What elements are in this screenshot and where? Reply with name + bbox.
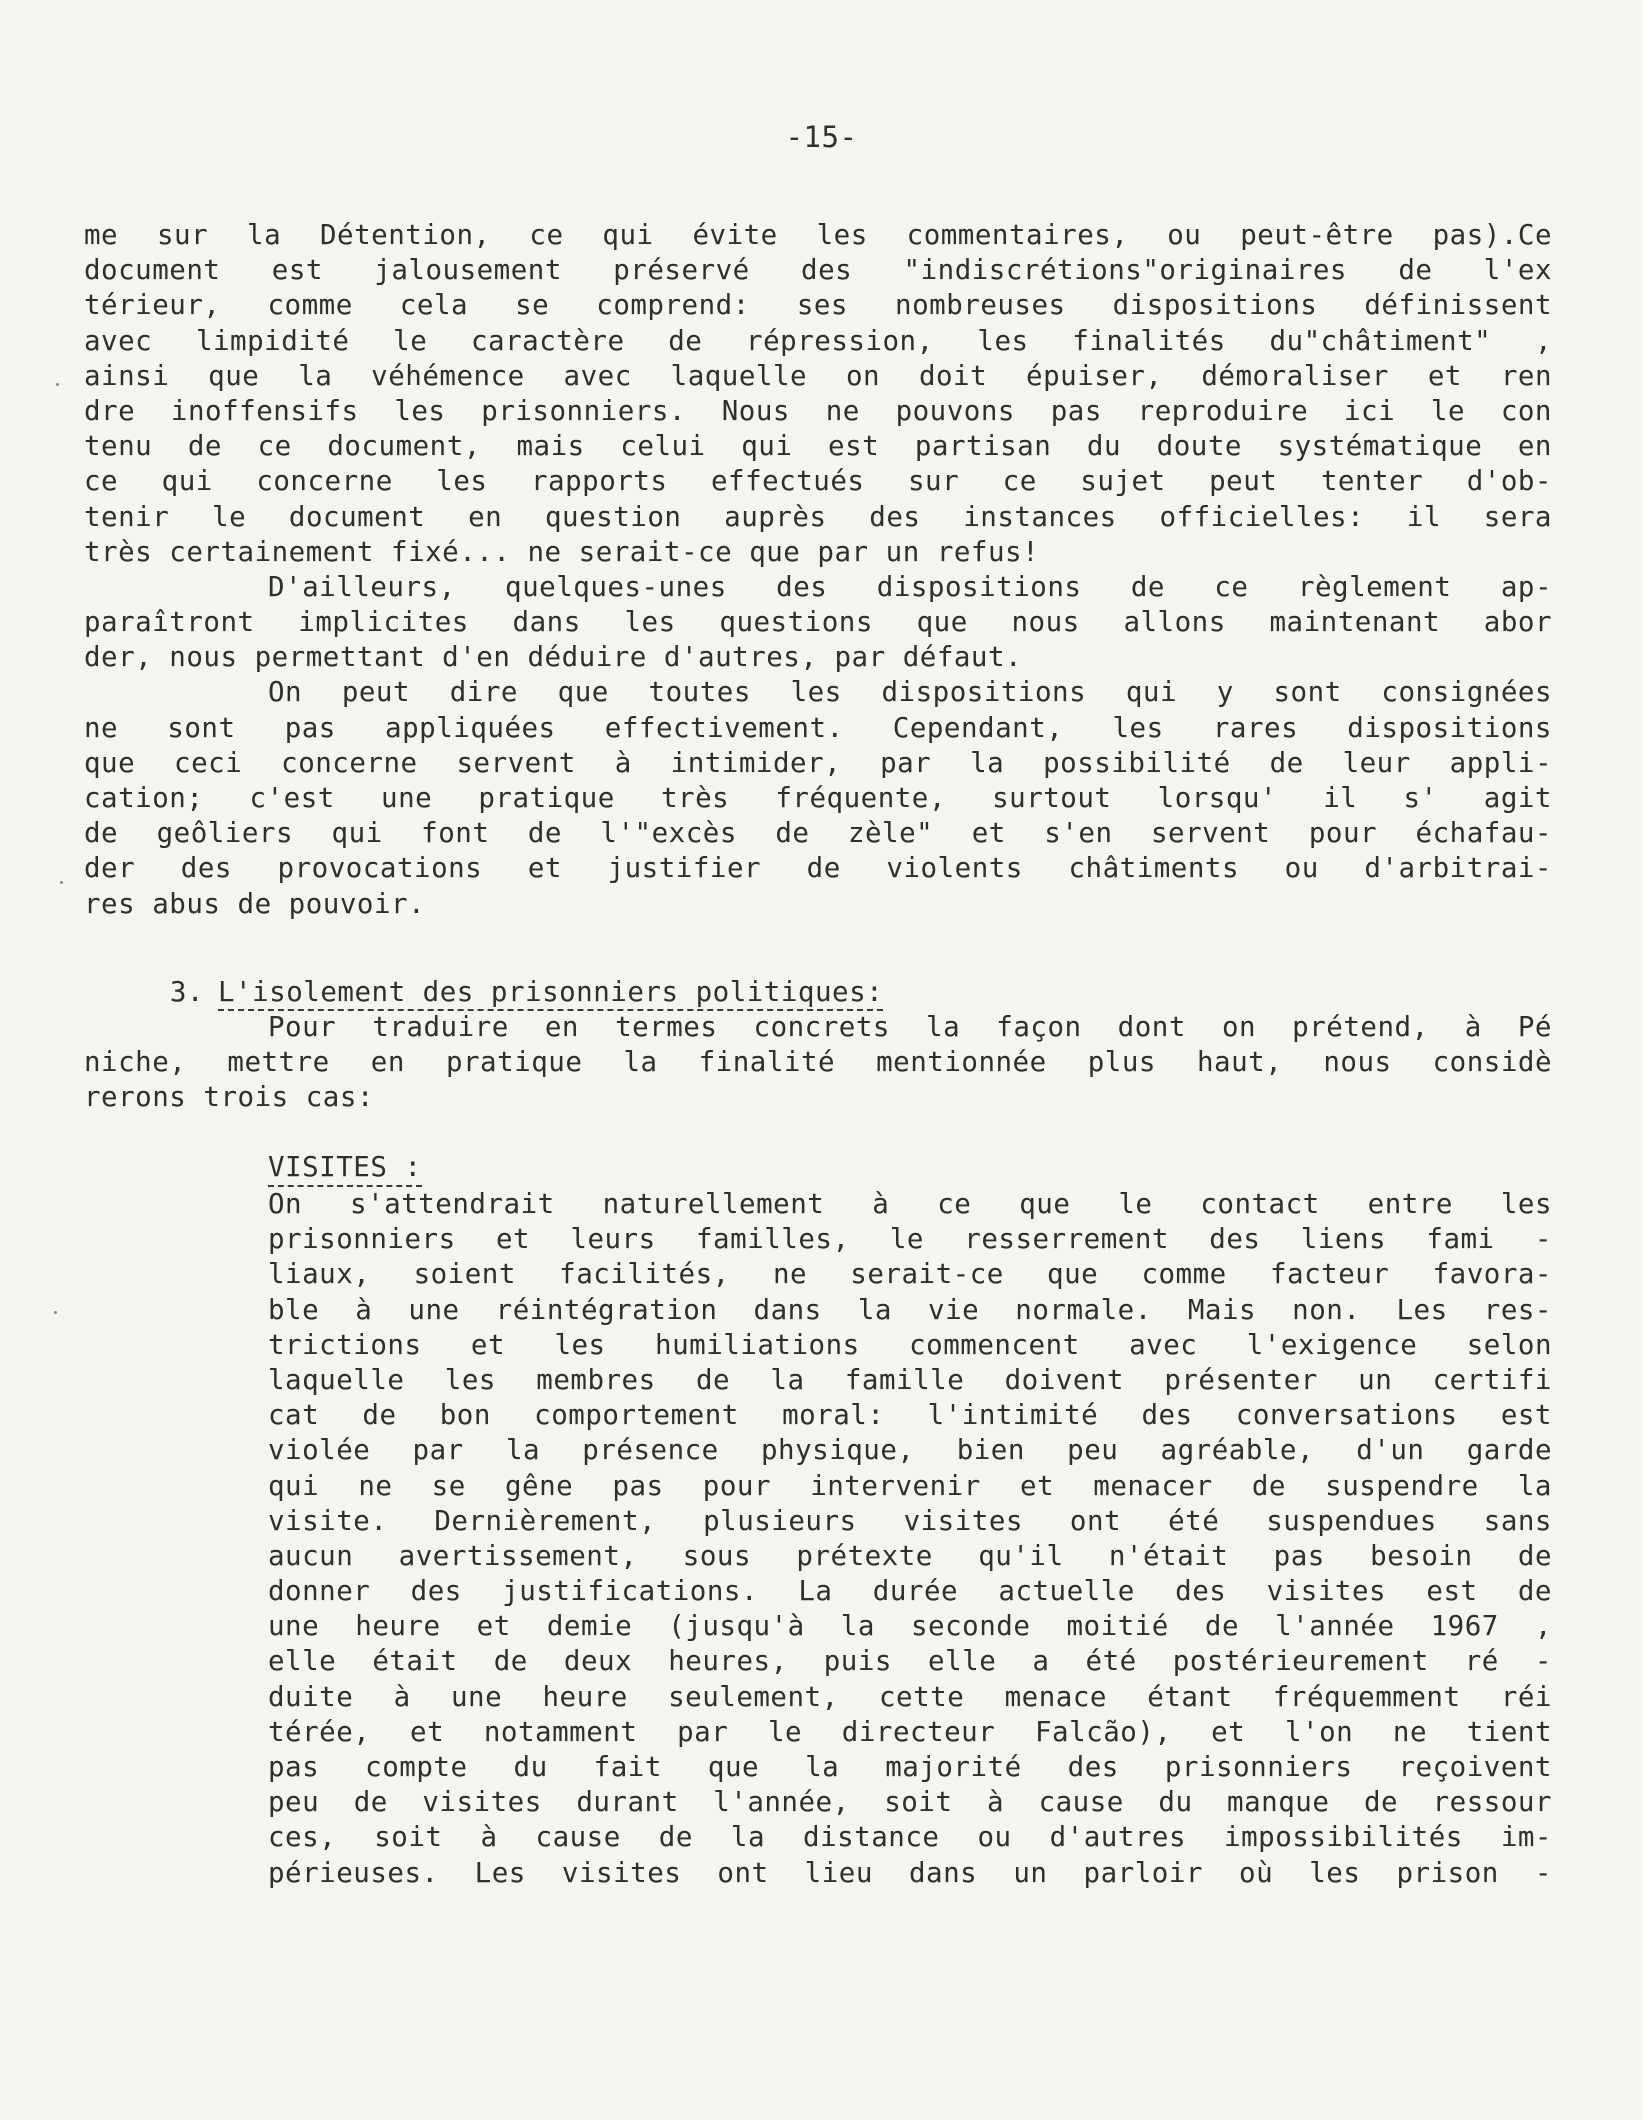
paragraph-4 (84, 1010, 1552, 1116)
section-title: L'isolement des prisonniers politiques: (218, 976, 883, 1011)
text-line: Pour traduire en termes concrets la façon dont on prétend, à Pé (268, 1011, 1552, 1043)
text-line: ne sont pas appliquées effectivement. Cependant, les rares dispositions (84, 711, 1552, 744)
text-line: tenu de ce document, mais celui qui est partisan du doute systématique en (84, 430, 1552, 463)
page-number: -15- (785, 120, 858, 154)
speck (54, 1311, 57, 1314)
text-line: donner des justifications. La durée actuelle des visites est de (268, 1575, 1552, 1608)
text-line: ces, soit à cause de la distance ou d'autres impossibilités im- (268, 1821, 1552, 1854)
text-line: laquelle les membres de la famille doivent présenter un certifi (268, 1363, 1552, 1396)
text-line: liaux, soient facilités, ne serait-ce que comme facteur favora- (268, 1258, 1552, 1291)
speck (60, 881, 63, 884)
text-line: me sur la Détention, ce qui évite les commentaires, ou peut-être pas).Ce (84, 219, 1552, 251)
text-line: res abus de pouvoir. (84, 887, 426, 920)
text-line: violée par la présence physique, bien peu agréable, d'un garde (268, 1434, 1552, 1467)
text-line: ainsi que la véhémence avec laquelle on doit épuiser, démoraliser et ren (84, 359, 1552, 392)
section-number: 3. (169, 976, 204, 1008)
text-line: prisonniers et leurs familles, le resserrement des liens fami - (268, 1223, 1552, 1256)
speck (56, 383, 59, 386)
text-line: très certainement fixé... ne serait-ce que par un refus! (84, 535, 1040, 568)
text-line: ble à une réintégration dans la vie normale. Mais non. Les res- (268, 1293, 1552, 1326)
section-heading (84, 975, 1552, 1010)
text-line: document est jalousement préservé des "indiscrétions"originaires de l'ex (84, 254, 1552, 287)
text-line: térieur, comme cela se comprend: ses nombreuses dispositions définissent (84, 289, 1552, 322)
text-line: aucun avertissement, sous prétexte qu'il n'était pas besoin de (268, 1539, 1552, 1572)
text-line: qui ne se gêne pas pour intervenir et menacer de suspendre la (268, 1469, 1552, 1502)
text-line: elle était de deux heures, puis elle a été postérieurement ré - (268, 1645, 1552, 1678)
text-line: que ceci concerne servent à intimider, par la possibilité de leur appli- (84, 746, 1552, 779)
text-line: cation; c'est une pratique très fréquente, surtout lorsqu' il s' agit (84, 782, 1552, 814)
text-line: On peut dire que toutes les dispositions qui y sont consignées (268, 676, 1552, 709)
text-line: peu de visites durant l'année, soit à cause du manque de ressour (268, 1786, 1552, 1819)
text-line: visite. Dernièrement, plusieurs visites ont été suspendues sans (268, 1504, 1552, 1537)
paragraph-5 (268, 1187, 1552, 1891)
visites-heading: VISITES : (268, 1150, 422, 1187)
text-line: der des provocations et justifier de violents châtiments ou d'arbitrai- (84, 852, 1552, 885)
text-line: avec limpidité le caractère de répression, les finalités du"châtiment" , (84, 324, 1552, 357)
text-line: de geôliers qui font de l'"excès de zèle" et s'en servent pour échafau- (84, 817, 1552, 850)
text-line: une heure et demie (jusqu'à la seconde moitié de l'année 1967 , (268, 1610, 1552, 1643)
text-line: niche, mettre en pratique la finalité mentionnée plus haut, nous considè (84, 1046, 1552, 1079)
text-line: On s'attendrait naturellement à ce que le contact entre les (268, 1188, 1552, 1220)
text-line: paraîtront implicites dans les questions que nous allons maintenant abor (84, 606, 1552, 639)
text-line: périeuses. Les visites ont lieu dans un parloir où les prison - (268, 1856, 1552, 1889)
paragraph-2 (84, 570, 1552, 676)
text-line: tenir le document en question auprès des instances officielles: il sera (84, 500, 1552, 533)
text-line: pas compte du fait que la majorité des prisonniers reçoivent (268, 1751, 1552, 1783)
text-line: duite à une heure seulement, cette menace étant fréquemment réi (268, 1680, 1552, 1713)
paragraph-3 (84, 675, 1552, 921)
text-line: ce qui concerne les rapports effectués sur ce sujet peut tenter d'ob- (84, 465, 1552, 498)
text-line: térée, et notamment par le directeur Falcão), et l'on ne tient (268, 1715, 1552, 1748)
paragraph-1 (84, 218, 1552, 570)
text-line: D'ailleurs, quelques-unes des dispositions de ce règlement ap- (268, 570, 1552, 603)
text-line: der, nous permettant d'en déduire d'autres, par défaut. (84, 641, 1023, 674)
text-line: cat de bon comportement moral: l'intimité des conversations est (268, 1399, 1552, 1432)
text-line: rerons trois cas: (84, 1081, 374, 1114)
text-line: dre inoffensifs les prisonniers. Nous ne pouvons pas reproduire ici le con (84, 394, 1552, 427)
paragraph-group-1 (84, 218, 1552, 922)
text-line: trictions et les humiliations commencent avec l'exigence selon (268, 1328, 1552, 1361)
